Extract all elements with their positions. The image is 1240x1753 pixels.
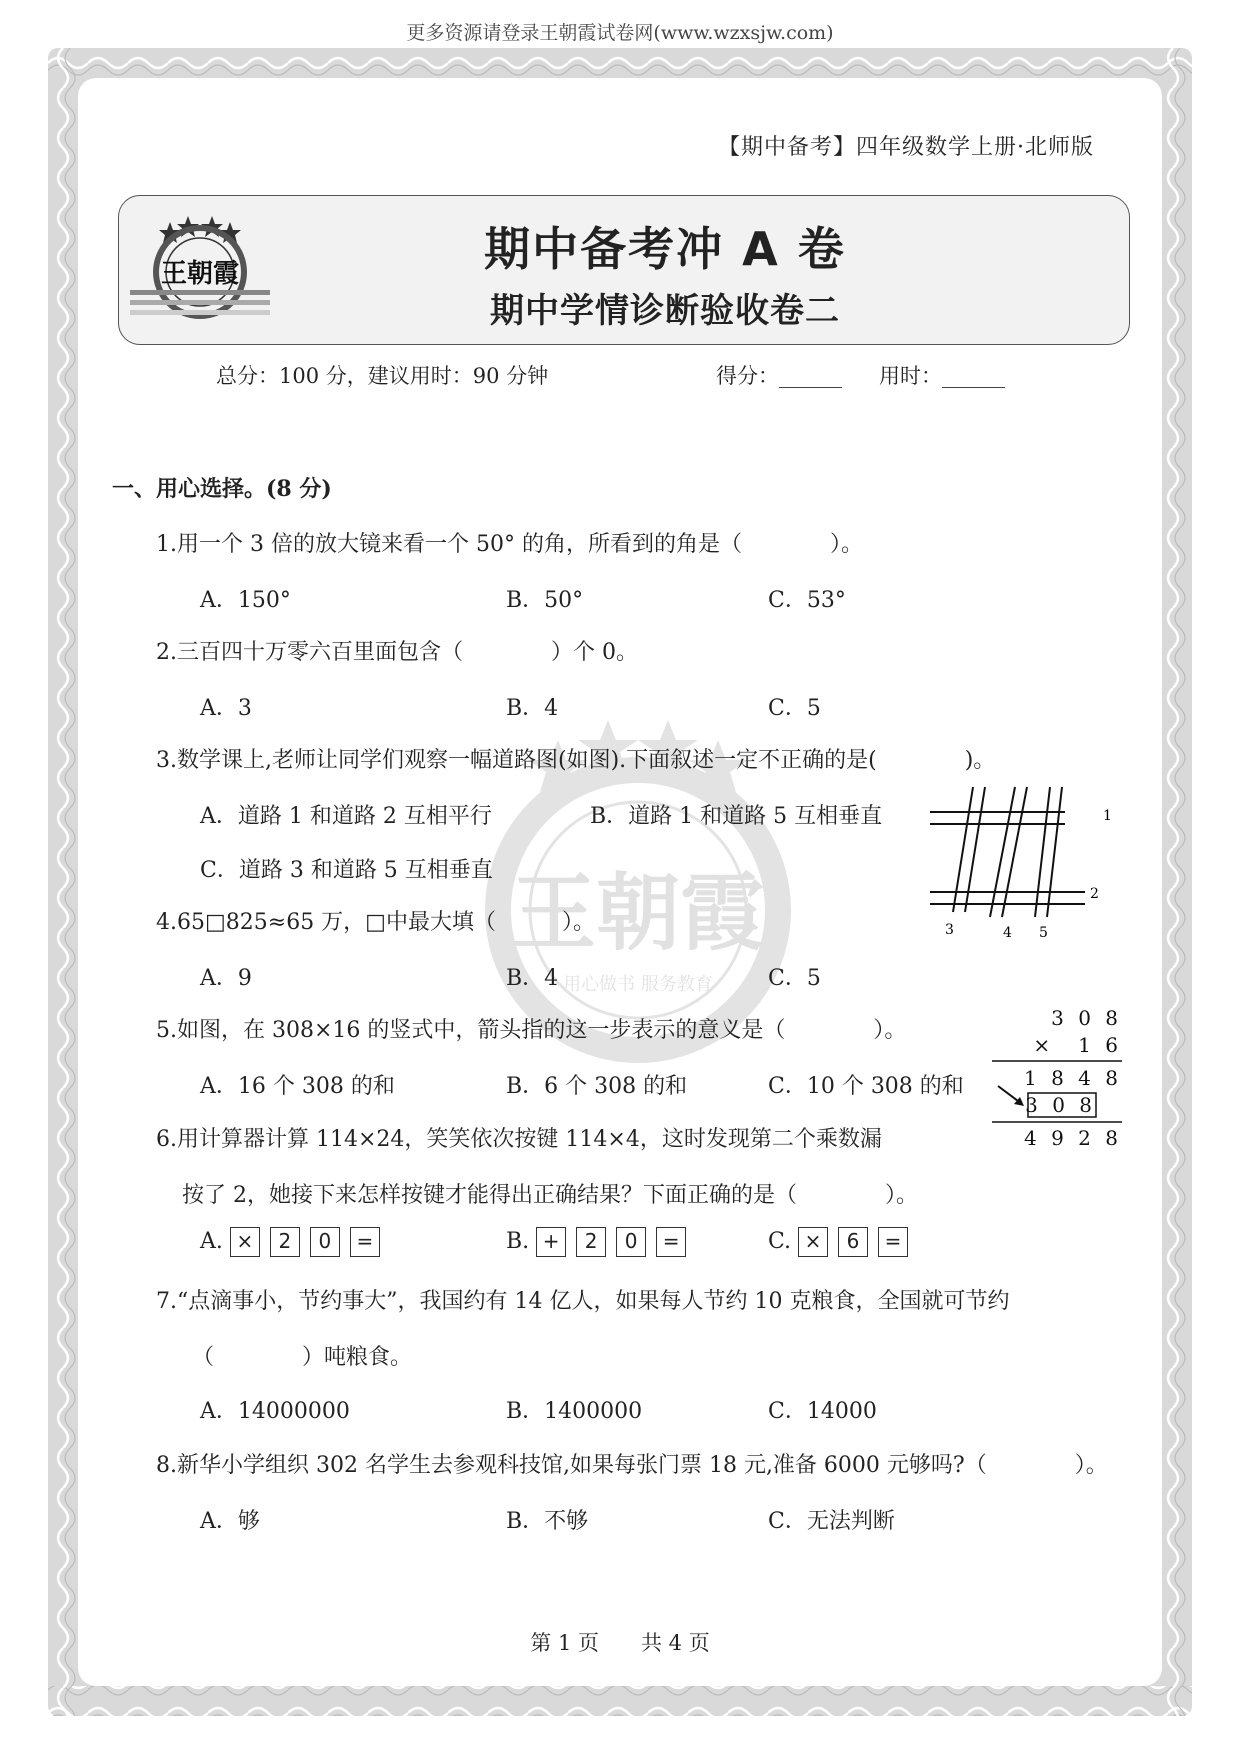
key-equals: =: [878, 1227, 908, 1257]
q3-option-b[interactable]: B．道路 1 和道路 5 互相垂直: [590, 804, 883, 829]
key-equals: =: [656, 1227, 686, 1257]
key-0: 0: [310, 1227, 340, 1257]
question-6-cont: 按了 2，她接下来怎样按键才能得出正确结果？下面正确的是（ ）。: [182, 1183, 918, 1208]
key-0: 0: [616, 1227, 646, 1257]
road-label-3: 3: [945, 922, 954, 938]
question-7-cont: （ ）吨粮食。: [192, 1345, 413, 1370]
calc-row-4: 3 0 8: [1025, 1093, 1096, 1117]
calc-row-5: 4 9 2 8: [1024, 1126, 1122, 1150]
key-6: 6: [838, 1227, 868, 1257]
calc-row-2: × 1 6: [1033, 1033, 1122, 1057]
q8-option-b[interactable]: B．不够: [506, 1509, 589, 1534]
key-times: ×: [798, 1227, 828, 1257]
exam-info: 总分：100 分，建议用时：90 分钟: [216, 364, 549, 388]
q8-option-c[interactable]: C．无法判断: [768, 1509, 895, 1534]
question-3: 3.数学课上,老师让同学们观察一幅道路图(如图).下面叙述一定不正确的是( )。: [156, 748, 996, 773]
q5-option-c[interactable]: C．10 个 308 的和: [768, 1074, 964, 1099]
watermark-motto: 用心做书 服务教育: [563, 974, 713, 995]
watermark-text: 王朝霞: [511, 863, 765, 962]
q6-option-c-label: C.: [768, 1229, 792, 1254]
question-4: 4.65□825≈65 万，□中最大填（ ）。: [156, 910, 595, 935]
q1-option-b[interactable]: B．50°: [506, 588, 584, 613]
q7-option-a[interactable]: A．14000000: [200, 1399, 350, 1424]
q5-option-b[interactable]: B．6 个 308 的和: [506, 1074, 688, 1099]
q7-option-c[interactable]: C．14000: [768, 1399, 877, 1424]
q4-option-a[interactable]: A．9: [200, 966, 252, 991]
road-label-4: 4: [1003, 925, 1012, 941]
question-2: 2.三百四十万零六百里面包含（ ）个 0。: [156, 640, 638, 665]
key-2: 2: [270, 1227, 300, 1257]
road-label-2: 2: [1090, 886, 1099, 902]
header-subject: 【期中备考】四年级数学上册·北师版: [718, 135, 1094, 160]
question-5: 5.如图，在 308×16 的竖式中，箭头指的这一步表示的意义是（ ）。: [156, 1018, 907, 1043]
q2-option-b[interactable]: B．4: [506, 696, 559, 721]
q1-option-a[interactable]: A．150°: [200, 588, 291, 613]
road-diagram: [925, 782, 1125, 942]
page-title: 期中备考冲 A 卷: [484, 222, 846, 276]
q1-option-c[interactable]: C．53°: [768, 588, 846, 613]
q8-option-a[interactable]: A．够: [200, 1509, 260, 1534]
road-label-1: 1: [1103, 808, 1112, 824]
question-1: 1.用一个 3 倍的放大镜来看一个 50° 的角，所看到的角是（ ）。: [156, 532, 863, 557]
question-8: 8.新华小学组织 302 名学生去参观科技馆,如果每张门票 18 元,准备 6000 元够吗?（ ）。: [156, 1453, 1108, 1478]
vertical-multiplication: [990, 1000, 1130, 1160]
top-note: 更多资源请登录王朝霞试卷网(www.wzxsjw.com): [406, 22, 834, 44]
q6-option-a[interactable]: [200, 1227, 390, 1257]
score-field: 得分：______: [716, 364, 842, 388]
q4-option-c[interactable]: C．5: [768, 966, 821, 991]
q6-option-c[interactable]: [768, 1227, 918, 1257]
key-equals: =: [350, 1227, 380, 1257]
q6-option-b-label: B.: [506, 1229, 530, 1254]
q6-option-a-label: A.: [200, 1229, 223, 1254]
q5-option-a[interactable]: A．16 个 308 的和: [200, 1074, 395, 1099]
time-field: 用时：______: [879, 364, 1005, 388]
q3-option-a[interactable]: A．道路 1 和道路 2 互相平行: [200, 804, 492, 829]
key-times: ×: [230, 1227, 260, 1257]
calc-row-3: 1 8 4 8: [1024, 1066, 1122, 1090]
key-2: 2: [576, 1227, 606, 1257]
question-6: 6.用计算器计算 114×24，笑笑依次按键 114×4，这时发现第二个乘数漏: [156, 1127, 882, 1152]
q7-option-b[interactable]: B．1400000: [506, 1399, 643, 1424]
section-heading: 一、用心选择。(8 分): [112, 476, 332, 502]
q6-option-b[interactable]: [506, 1227, 696, 1257]
calc-row-1: 3 0 8: [1051, 1006, 1122, 1030]
q2-option-a[interactable]: A．3: [200, 696, 252, 721]
question-7: 7.“点滴事小，节约事大”，我国约有 14 亿人，如果每人节约 10 克粮食，全国就可节约: [156, 1289, 1010, 1314]
logo-text: 王朝霞: [160, 259, 240, 289]
road-label-5: 5: [1039, 925, 1048, 941]
q4-option-b[interactable]: B．4: [506, 966, 559, 991]
key-plus: +: [536, 1227, 566, 1257]
q2-option-c[interactable]: C．5: [768, 696, 821, 721]
page-number: 第 1 页 共 4 页: [530, 1631, 710, 1655]
q3-option-c[interactable]: C．道路 3 和道路 5 互相垂直: [200, 858, 493, 883]
page-subtitle: 期中学情诊断验收卷二: [490, 291, 840, 331]
